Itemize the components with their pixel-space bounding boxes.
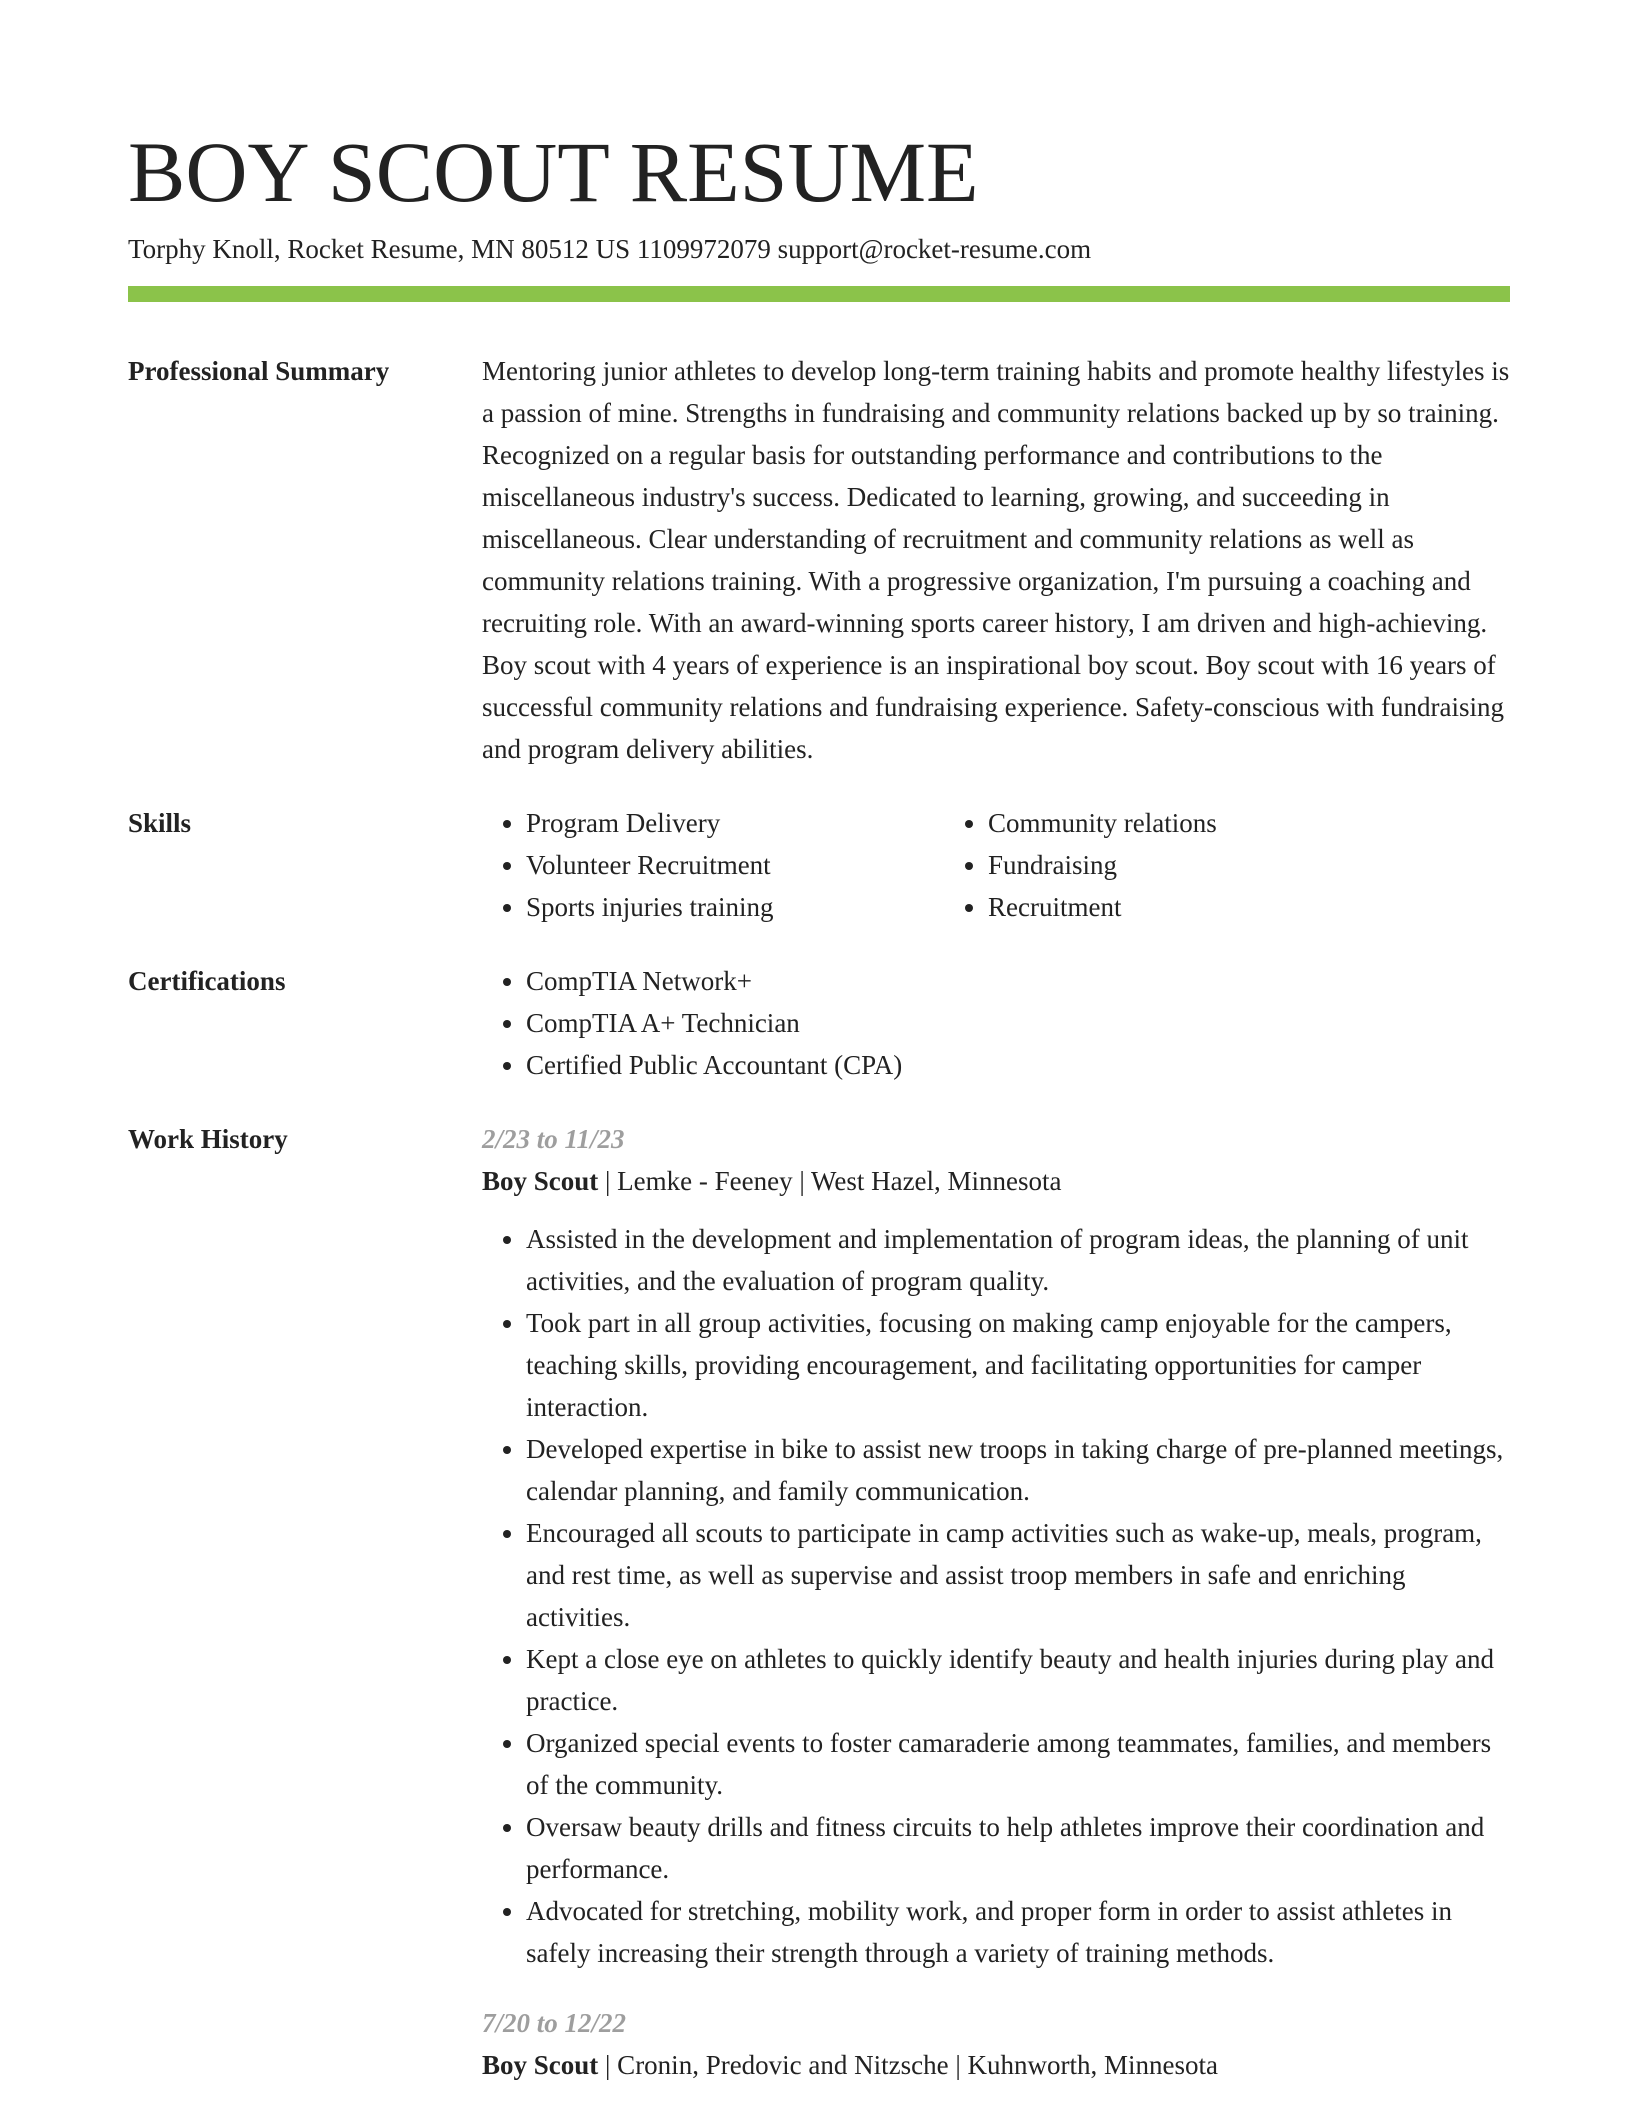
job-entry (482, 2002, 1510, 2086)
certification-item: • Certified Public Accountant (CPA) (526, 1044, 1510, 1086)
job-bullet: • Kept a close eye on athletes to quickly identify beauty and health injuries during play and practice. (526, 1638, 1510, 1722)
skill-item: • Recruitment (988, 886, 1510, 928)
job-entry (482, 1118, 1510, 1974)
skills-column-2 (944, 802, 1510, 928)
certification-item: • CompTIA A+ Technician (526, 1002, 1510, 1044)
resume-sections (128, 350, 1510, 2102)
job-dates: 7/20 to 12/22 (482, 2008, 627, 2038)
summary-text: Mentoring junior athletes to develop long-term training habits and promote healthy lifestyles is a passion of mine. Strengths in fundraising and community relations backed up by so training. Recognized on a regular basis for outstanding performance and contributions to the miscellaneous industry's success. Dedicated to learning, growing, and succeeding in miscellaneous. Clear understanding of recruitment and community relations as well as community relations training. With a progressive organization, I'm pursuing a coaching and recruiting role. With an award-winning sports career history, I am driven and high-achieving. Boy scout with 4 years of experience is an inspirational boy scout. Boy scout with 16 years of successful community relations and fundraising experience. Safety-conscious with fundraising and program delivery abilities. (482, 356, 1510, 764)
section-certifications (128, 960, 1510, 1086)
section-professional-summary (128, 350, 1510, 770)
job-title: Boy Scout (482, 2050, 599, 2080)
job-details: | Cronin, Predovic and Nitzsche | Kuhnworth, Minnesota (598, 2050, 1218, 2080)
skill-item: • Program Delivery (526, 802, 944, 844)
skill-item: • Community relations (988, 802, 1510, 844)
job-details: | Lemke - Feeney | West Hazel, Minnesota (598, 1166, 1062, 1196)
job-title-line (482, 1160, 1510, 1202)
job-dates: 2/23 to 11/23 (482, 1124, 625, 1154)
job-bullet: • Took part in all group activities, focusing on making camp enjoyable for the campers, teaching skills, providing encouragement, and facilitating opportunities for camper interaction. (526, 1302, 1510, 1428)
section-label-summary: Professional Summary (128, 356, 390, 386)
section-label-skills: Skills (128, 808, 192, 838)
section-label-certifications: Certifications (128, 966, 286, 996)
job-bullet: • Oversaw beauty drills and fitness circuits to help athletes improve their coordination and performance. (526, 1806, 1510, 1890)
job-title-line (482, 2044, 1510, 2086)
job-bullet: • Developed expertise in bike to assist new troops in taking charge of pre-planned meetings, calendar planning, and family communication. (526, 1428, 1510, 1512)
certifications-list (482, 960, 1510, 1086)
resume-title: BOY SCOUT RESUME (128, 124, 979, 220)
job-bullet: • Assisted in the development and implementation of program ideas, the planning of unit activities, and the evaluation of program quality. (526, 1218, 1510, 1302)
section-body-skills (482, 802, 1510, 928)
accent-divider (128, 286, 1510, 302)
section-body-work-history (482, 1118, 1510, 2102)
section-body-certifications (482, 960, 1510, 1086)
skills-column-1 (482, 802, 944, 928)
job-bullet: • Encouraged all scouts to participate in camp activities such as wake-up, meals, program, and rest time, as well as supervise and assist troop members in safe and enriching activities. (526, 1512, 1510, 1638)
skills-grid (482, 802, 1510, 928)
section-body-summary (482, 350, 1510, 770)
certification-item: • CompTIA Network+ (526, 960, 1510, 1002)
skill-item: • Volunteer Recruitment (526, 844, 944, 886)
section-work-history (128, 1118, 1510, 2102)
contact-line: Torphy Knoll, Rocket Resume, MN 80512 US 1109972079 support@rocket-resume.com (128, 234, 1092, 264)
skill-item: • Sports injuries training (526, 886, 944, 928)
skill-item: • Fundraising (988, 844, 1510, 886)
job-bullet: • Advocated for stretching, mobility work, and proper form in order to assist athletes in safely increasing their strength through a variety of training methods. (526, 1890, 1510, 1974)
job-title: Boy Scout (482, 1166, 599, 1196)
job-bullets (482, 1218, 1510, 1974)
job-bullet: • Organized special events to foster camaraderie among teammates, families, and members of the community. (526, 1722, 1510, 1806)
section-skills (128, 802, 1510, 928)
section-label-work-history: Work History (128, 1124, 288, 1154)
